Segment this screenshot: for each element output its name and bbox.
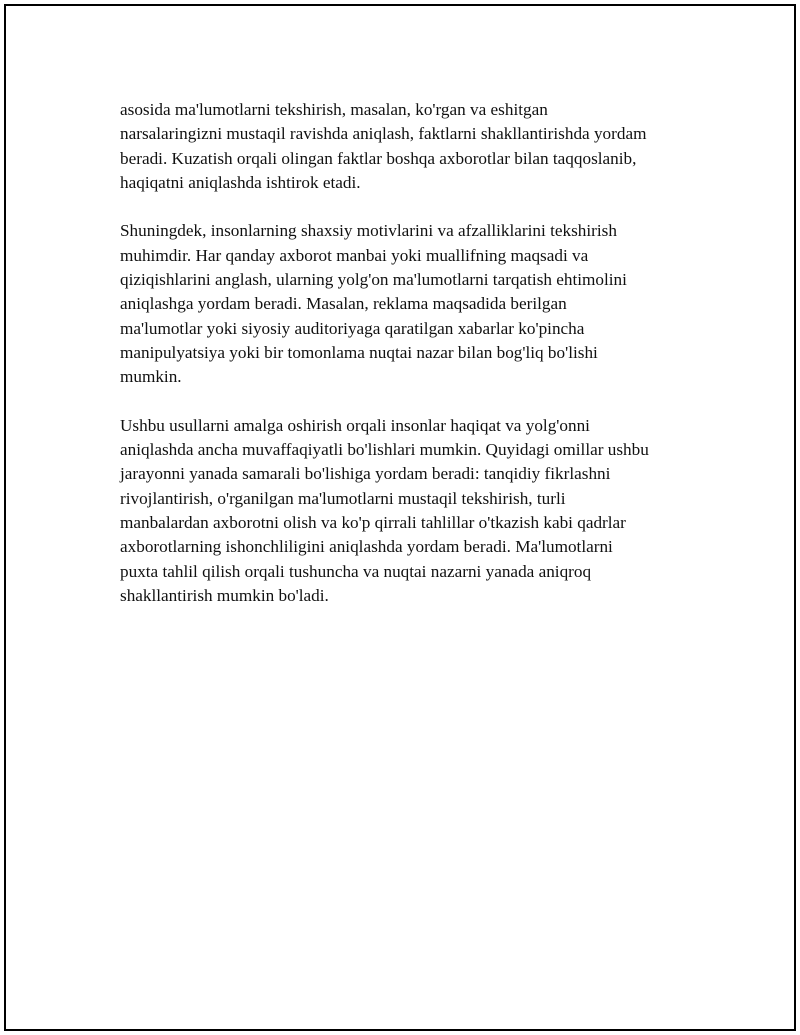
text-line: ma'lumotlar yoki siyosiy auditoriyaga qaratilgan xabarlar ko'pincha	[120, 318, 585, 338]
text-line: jarayonni yanada samarali bo'lishiga yordam beradi: tanqidiy fikrlashni	[120, 464, 611, 484]
paragraph-1	[120, 98, 700, 195]
text-line: shakllantirish mumkin bo'ladi.	[120, 585, 329, 605]
text-line: aniqlashga yordam beradi. Masalan, reklama maqsadida berilgan	[120, 294, 567, 314]
paragraph-3	[120, 414, 700, 608]
text-line: beradi. Kuzatish orqali olingan faktlar boshqa axborotlar bilan taqqoslanib,	[120, 148, 637, 168]
text-line: puxta tahlil qilish orqali tushuncha va nuqtai nazarni yanada aniqroq	[120, 561, 592, 581]
text-line: haqiqatni aniqlashda ishtirok etadi.	[120, 172, 361, 192]
text-line: Shuningdek, insonlarning shaxsiy motivlarini va afzalliklarini tekshirish	[120, 221, 617, 241]
text-line: rivojlantirish, o'rganilgan ma'lumotlarni mustaqil tekshirish, turli	[120, 488, 566, 508]
text-line: aniqlashda ancha muvaffaqiyatli bo'lishlari mumkin. Quyidagi omillar ushbu	[120, 440, 649, 460]
text-line: qiziqishlarini anglash, ularning yolg'on ma'lumotlarni tarqatish ehtimolini	[120, 270, 627, 290]
paragraph-2	[120, 219, 700, 389]
text-line: mumkin.	[120, 367, 182, 387]
document-body	[120, 98, 700, 608]
text-line: muhimdir. Har qanday axborot manbai yoki muallifning maqsadi va	[120, 245, 589, 265]
text-line: asosida ma'lumotlarni tekshirish, masalan, ko'rgan va eshitgan	[120, 100, 548, 119]
text-line: narsalaringizni mustaqil ravishda aniqlash, faktlarni shakllantirishda yordam	[120, 124, 647, 144]
text-line: Ushbu usullarni amalga oshirish orqali insonlar haqiqat va yolg'onni	[120, 415, 590, 435]
text-line: manbalardan axborotni olish va ko'p qirrali tahlillar o'tkazish kabi qadrlar	[120, 513, 626, 533]
document-page	[4, 4, 796, 1031]
text-line: manipulyatsiya yoki bir tomonlama nuqtai nazar bilan bog'liq bo'lishi	[120, 342, 598, 362]
text-line: axborotlarning ishonchliligini aniqlashda yordam beradi. Ma'lumotlarni	[120, 537, 613, 557]
